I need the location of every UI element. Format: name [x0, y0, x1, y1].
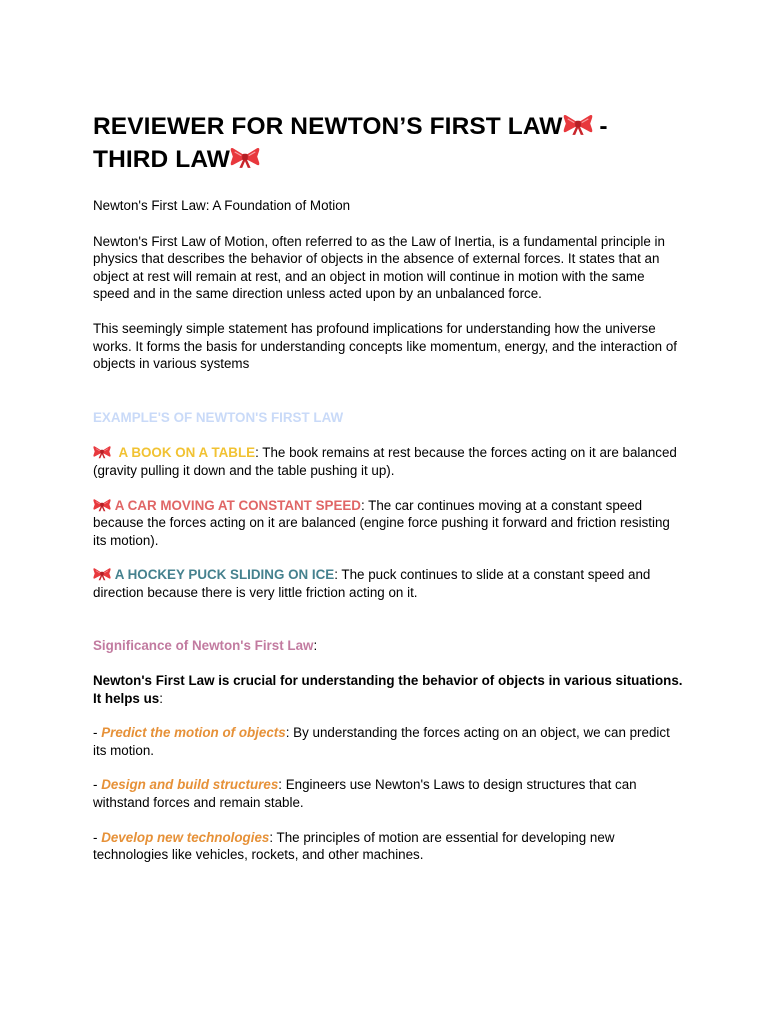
- example-label: A BOOK ON A TABLE: [118, 445, 256, 461]
- bullet-item: [93, 776, 683, 811]
- bullet-text: : Engineers use Newton's Laws to design structures that can withstand forces and remain stable.: [93, 777, 637, 811]
- example-text: : The car continues moving at a constant speed because the forces acting on it are balanced (engine force pushing it forward and friction resisting its motion).: [93, 497, 670, 548]
- bullet-label: Predict the motion of objects: [101, 725, 286, 741]
- bullet-label: Design and build structures: [101, 777, 279, 793]
- document-content: [93, 110, 683, 864]
- bullet-item: [93, 829, 683, 864]
- title-line-2: THIRD LAW: [93, 146, 230, 173]
- example-text: : The puck continues to slide at a constant speed and direction because there is very little friction acting on it.: [93, 567, 651, 600]
- ribbon-bow-icon: [93, 445, 111, 459]
- bullet-prefix: -: [93, 777, 102, 793]
- bullet-text: : By understanding the forces acting on an object, we can predict its motion.: [93, 725, 670, 758]
- example-text: : The book remains at rest because the forces acting on it are balanced (gravity pulling it down and the table pushing it up).: [93, 445, 677, 478]
- example-label: A HOCKEY PUCK SLIDING ON ICE: [114, 567, 335, 583]
- bullet-item: [93, 724, 683, 759]
- example-label: A CAR MOVING AT CONSTANT SPEED: [114, 497, 361, 513]
- document-title: [93, 110, 683, 176]
- example-item: [93, 566, 683, 601]
- paragraph: Newton's First Law of Motion, often referred to as the Law of Inertia, is a fundamental principle in physics that describes the behavior of objects in the absence of external forces. It states that an object at rest will remain at rest, and an object in motion will continue in motion with the same speed and in the same direction unless acted upon by an unbalanced force.: [93, 233, 665, 302]
- ribbon-bow-icon: [93, 498, 111, 512]
- example-item: [93, 497, 683, 550]
- ribbon-bow-icon: [563, 113, 593, 136]
- subtitle: Newton's First Law: A Foundation of Motion: [93, 198, 351, 213]
- bullet-prefix: -: [93, 829, 102, 845]
- significance-intro: [93, 672, 683, 707]
- bullet-prefix: -: [93, 725, 102, 741]
- ribbon-bow-icon: [230, 146, 260, 169]
- ribbon-bow-icon: [93, 567, 111, 581]
- examples-heading: EXAMPLE'S OF NEWTON'S FIRST LAW: [93, 409, 344, 425]
- significance-intro-text: Newton's First Law is crucial for understanding the behavior of objects in various situations. It helps us: [93, 673, 683, 706]
- example-item: [93, 444, 683, 479]
- bullet-text: : The principles of motion are essential for developing new technologies like vehicles, rockets, and other machines.: [93, 829, 615, 863]
- title-line-1: REVIEWER FOR NEWTON’S FIRST LAW: [93, 113, 563, 140]
- significance-intro-suffix: :: [159, 690, 163, 706]
- significance-heading-text: Significance of Newton's First Law: [93, 637, 314, 653]
- bullet-label: Develop new technologies: [101, 829, 270, 845]
- title-line-1-suffix: -: [592, 113, 608, 140]
- significance-heading: [93, 637, 683, 655]
- significance-heading-suffix: :: [313, 637, 318, 653]
- paragraph: This seemingly simple statement has profound implications for understanding how the universe works. It forms the basis for understanding concepts like momentum, energy, and the interaction of objects in various systems: [93, 320, 678, 372]
